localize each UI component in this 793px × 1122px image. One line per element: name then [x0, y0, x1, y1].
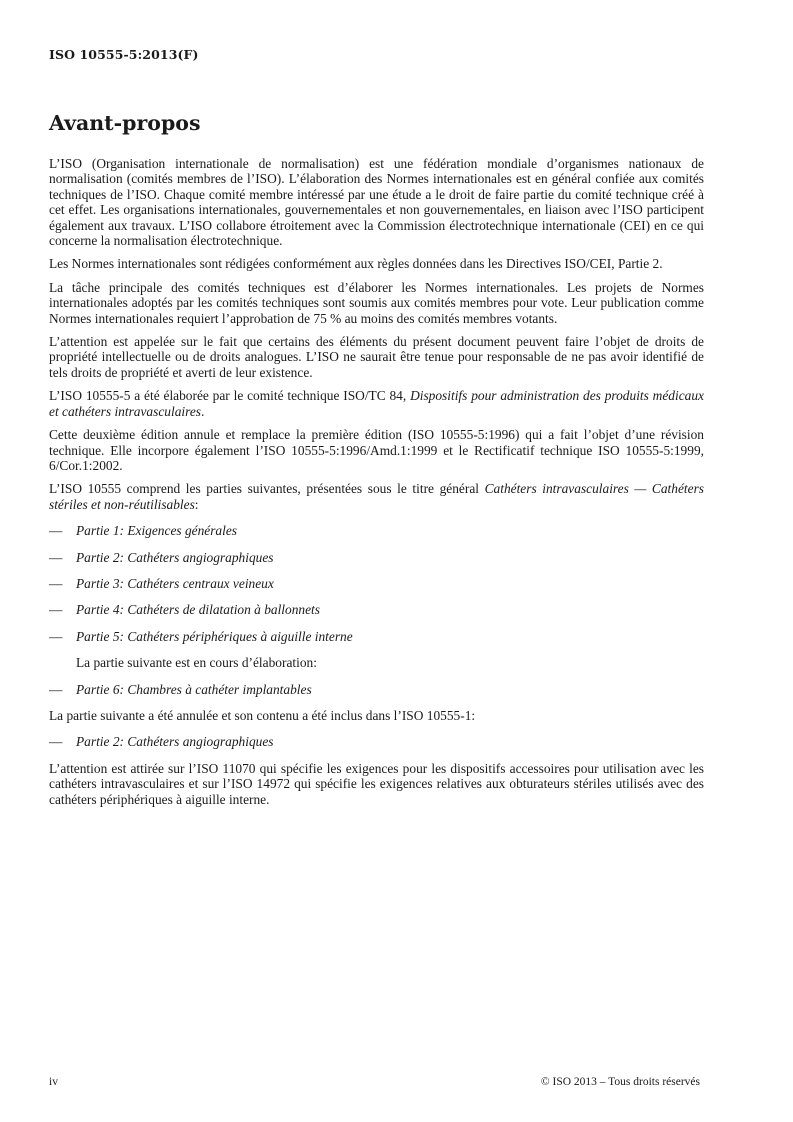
paragraph-directives: Les Normes internationales sont rédigées conformément aux règles données dans les Directives ISO/CEI, Partie 2.	[49, 256, 663, 272]
withdrawn-part-title: Partie 2: Cathéters angiographiques	[76, 734, 274, 750]
committee-title: Dispositifs pour administration des produits médicaux et cathéters intravasculaires	[49, 388, 704, 419]
list-dash: —	[49, 681, 63, 697]
foreword-body	[49, 156, 704, 815]
prepared-by-end: .	[200, 403, 205, 419]
list-dash: —	[49, 734, 63, 750]
part-5-title: Partie 5: Cathéters périphériques à aiguille interne	[76, 628, 353, 644]
part-2-title: Partie 2: Cathéters angiographiques	[76, 549, 274, 565]
parts-intro-end: :	[194, 496, 199, 512]
list-item	[49, 734, 704, 749]
list-item	[49, 682, 704, 697]
page-number: iv	[49, 1076, 58, 1088]
part-6-title: Partie 6: Chambres à cathéter implantables	[76, 681, 312, 697]
paragraph-withdrawn: La partie suivante a été annulée et son contenu a été inclus dans l’ISO 10555-1:	[49, 707, 476, 723]
paragraph-iso-organisation: L’ISO (Organisation internationale de normalisation) est une fédération mondiale d’organismes nationaux de normalisation (comités membres de l’ISO). L’élaboration des Normes internationales est en général confiée aux comités techniques de l’ISO. Chaque comité membre intéressé par une étude a le droit de faire partie du comité technique créé à cet effet. Les organisations internationales, gouvernementales et non gouvernementales, en liaison avec l’ISO participent également aux travaux. L’ISO collabore étroitement avec la Commission électrotechnique internationale (CEI) en ce qui concerne la normalisation électrotechnique.	[49, 156, 704, 249]
list-dash: —	[49, 575, 63, 591]
list-dash: —	[49, 628, 63, 644]
paragraph-prepared-by	[49, 388, 704, 419]
part-4-title: Partie 4: Cathéters de dilatation à ballonnets	[76, 602, 320, 618]
copyright-notice: © ISO 2013 – Tous droits réservés	[540, 1076, 700, 1088]
paragraph-edition: Cette deuxième édition annule et remplace la première édition (ISO 10555-5:1996) qui a fait l’objet d’une révision technique. Elle incorpore également l’ISO 10555-5:1996/Amd.1:1999 et le Rectificatif technique ISO 10555-5:1999, 6/Cor.1:2002.	[49, 427, 704, 473]
list-item	[49, 523, 704, 538]
list-dash: —	[49, 602, 63, 618]
parts-intro-lead: L’ISO 10555 comprend les parties suivantes, présentées sous le titre général	[49, 481, 485, 497]
list-item	[49, 576, 704, 591]
list-dash: —	[49, 549, 63, 565]
general-title: Cathéters intravasculaires — Cathéters stériles et non-réutilisables	[49, 481, 704, 512]
paragraph-parts-intro	[49, 481, 704, 512]
paragraph-technical-committees: La tâche principale des comités techniques est d’élaborer les Normes internationales. Les projets de Normes internationales adoptés par les comités techniques sont soumis aux comités membres pour vote. Leur publication comme Normes internationales requiert l’approbation de 75 % au moins des comités membres votants.	[49, 279, 704, 326]
paragraph-in-preparation: La partie suivante est en cours d’élaboration:	[76, 655, 317, 671]
page-title: Avant-propos	[49, 111, 201, 135]
part-1-title: Partie 1: Exigences générales	[76, 523, 238, 539]
paragraph-patent-rights: L’attention est appelée sur le fait que certains des éléments du présent document peuvent faire l’objet de droits de propriété intellectuelle ou de droits analogues. L’ISO ne saurait être tenue pour responsable de ne pas avoir identifié de tels droits de propriété et averti de leur existence.	[49, 334, 704, 380]
list-item	[49, 550, 704, 565]
list-item	[49, 602, 704, 617]
prepared-by-lead: L’ISO 10555-5 a été élaborée par le comité technique ISO/TC 84,	[49, 388, 411, 404]
paragraph-attention-iso-11070: L’attention est attirée sur l’ISO 11070 qui spécifie les exigences pour les dispositifs accessoires pour utilisation avec les cathéters intravasculaires et sur l’ISO 14972 qui spécifie les exigences relatives aux obturateurs stériles utilisés avec des cathéters périphériques à aiguille interne.	[49, 760, 704, 807]
part-3-title: Partie 3: Cathéters centraux veineux	[76, 575, 274, 591]
list-dash: —	[49, 523, 63, 539]
list-item	[49, 629, 704, 644]
document-id: ISO 10555-5:2013(F)	[49, 47, 199, 62]
